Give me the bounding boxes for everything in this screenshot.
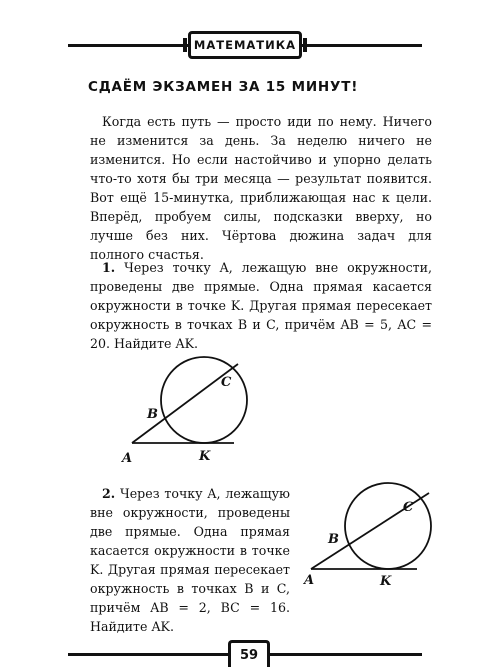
label-k: K <box>199 449 211 464</box>
header-rule-right <box>302 44 422 47</box>
intro-paragraph: Когда есть путь — просто иди по нему. Ничего не изменится за день. За неделю ничего не изменится. Но если настойчиво и упорно делать что-то хотя бы три месяца — результат появится. Вот ещё 15-минутка, приближающая нас к цели. Вперёд, пробуем силы, подсказки вверху, но лучше без них. Чёртова дюжина задач для полного счастья. <box>90 114 432 262</box>
page-number-box <box>228 640 270 667</box>
problem-1-text: Через точку A, лежащую вне окружности, проведены две прямые. Одна прямая касается окружности в точке K. Другая прямая пересекает окружность в точках B и C, причём AB = 5, AC = 20. Найдите AK. <box>90 260 433 351</box>
label-b: B <box>328 532 339 547</box>
problem-1 <box>90 258 432 353</box>
page-title: СДАЁМ ЭКЗАМЕН ЗА 15 МИНУТ! <box>88 79 359 95</box>
header-rule-left <box>68 44 188 47</box>
label-c: C <box>221 375 232 390</box>
footer-rule-right <box>270 653 422 656</box>
circle <box>161 357 247 443</box>
section-tab <box>188 31 302 59</box>
problem-1-figure <box>120 360 250 470</box>
label-c: C <box>403 500 414 515</box>
label-k: K <box>380 574 392 589</box>
problem-2 <box>90 484 290 636</box>
label-b: B <box>147 407 158 422</box>
footer-rule-left <box>68 653 228 656</box>
problem-2-number: 2. <box>102 486 116 501</box>
problem-2-figure <box>303 487 438 592</box>
circle <box>345 483 431 569</box>
problem-2-text: Через точку A, лежащую вне окружности, проведены две прямые. Одна прямая касается окружности в точке K. Другая прямая пересекает окружность в точках B и C, причём AB = 2, BC = 16. Найдите AK. <box>90 486 290 634</box>
problem-1-number: 1. <box>102 260 116 275</box>
label-a: A <box>122 451 133 466</box>
page-number: 59 <box>239 647 259 663</box>
label-a: A <box>304 573 315 588</box>
section-label: МАТЕМАТИКА <box>193 38 297 52</box>
